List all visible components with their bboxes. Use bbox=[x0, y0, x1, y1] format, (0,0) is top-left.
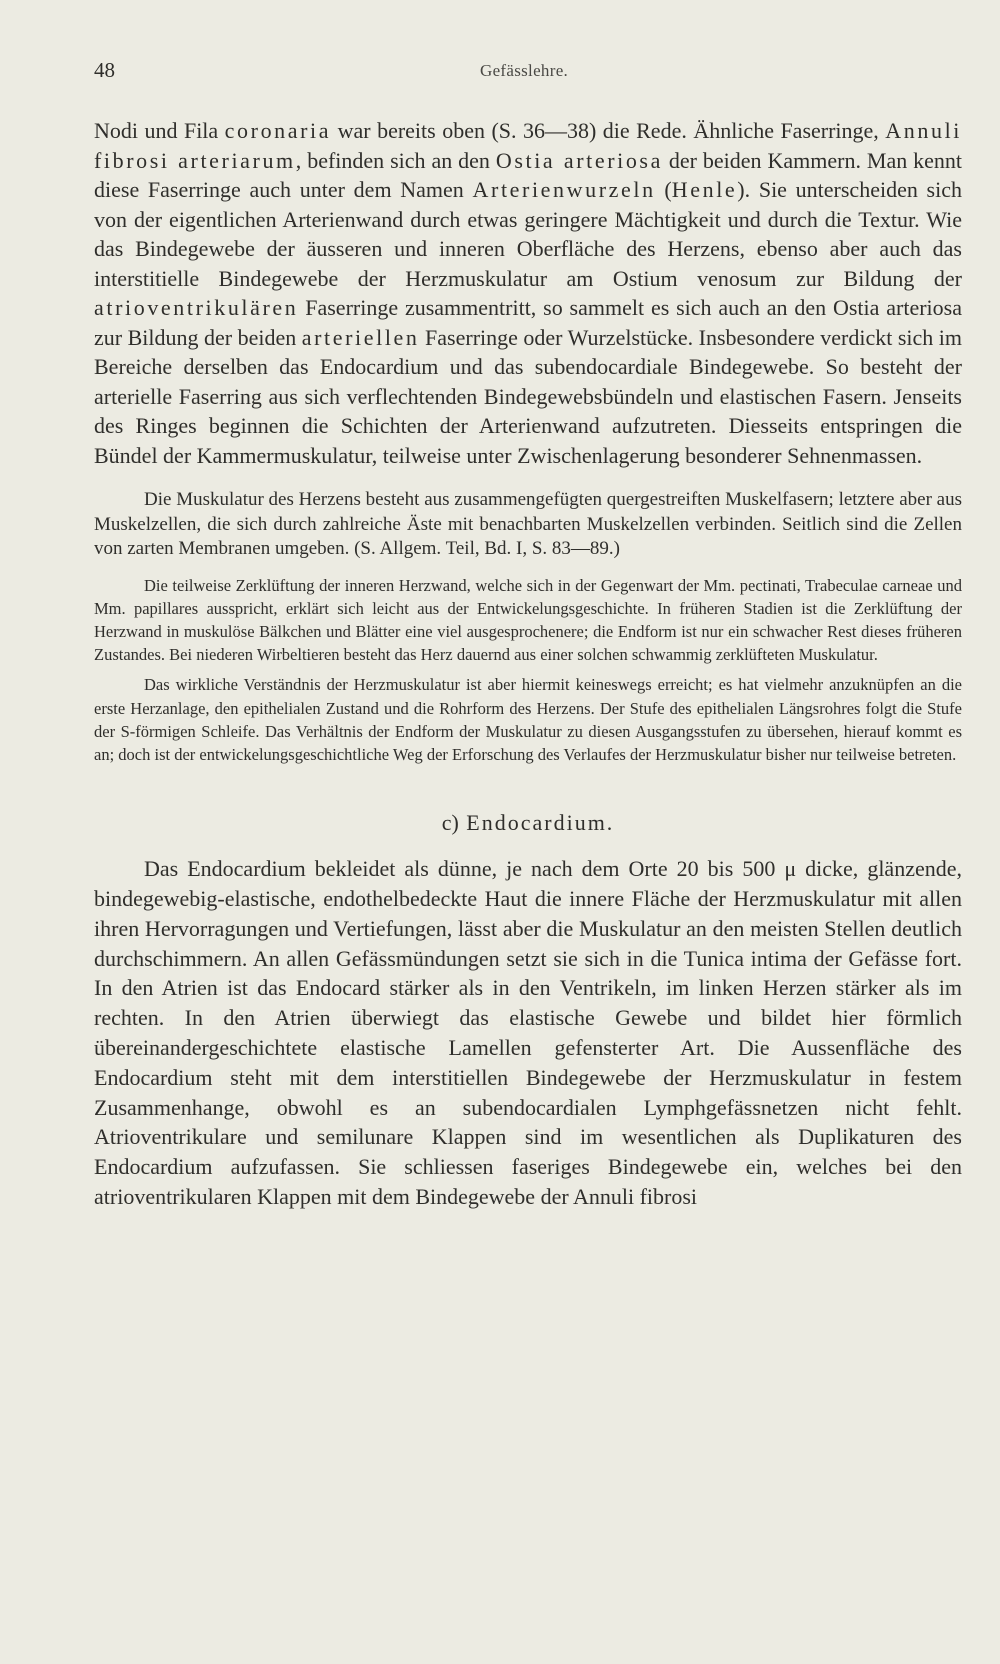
spaced-term-arterienwurzeln: Arterienwurzeln bbox=[472, 177, 656, 202]
running-title: Gefässlehre. bbox=[480, 61, 569, 80]
paragraph-muskulatur: Die Muskulatur des Herzens besteht aus zusammengefügten quergestreiften Muskelfasern; letztere aber aus Muskelzellen, die sich durch zahlreiche Äste mit benachbarten Muskelzellen verbinden. Seitlich sind die Zellen von zarten Membranen umgeben. (S. Allgem. Teil, Bd. I, S. 83—89.) bbox=[94, 489, 962, 559]
spaced-term-atrioventrikulaeren: atrioventrikulären bbox=[94, 295, 299, 320]
text-run: ( bbox=[655, 177, 672, 202]
text-run: ). Sie unterscheiden sich von der eigentlichen Arterienwand durch etwas geringere Mächtigkeit und durch die Textur. Wie das Bindegewebe der äusseren und inneren Oberfläche des Herzens, ebenso aber auch das interstitielle Bindegewebe der Herzmuskulatur am Ostium venosum zur Bildung der bbox=[94, 177, 962, 291]
spaced-term-annuli-fibrosi: Annuli fibrosi arteriarum bbox=[94, 118, 962, 173]
section-label: c) bbox=[441, 810, 459, 836]
spaced-term-coronaria: coronaria bbox=[224, 118, 332, 143]
spaced-term-ostia-arteriosa: Ostia arteriosa bbox=[495, 147, 663, 173]
section-heading bbox=[94, 810, 962, 836]
text-run: Faserringe oder Wurzelstücke. Insbesondere verdickt sich im Bereiche derselben das Endocardium und das subendocardiale Bindegewebe. So besteht der arterielle Faserring aus sich verflechtenden Bindegewebsbündeln und elastischen Fasern. Jenseits des Ringes beginnen die Schichten der Arterienwand aufzutreten. Diesseits entspringen die Bündel der Kammermuskulatur, teilweise unter Zwischenlagerung besonderer Sehnenmassen. bbox=[94, 324, 962, 468]
spaced-term-arteriellen: arteriellen bbox=[301, 324, 420, 350]
text-run: Faserringe zusammentritt, so sammelt es sich auch an den Ostia arteriosa zur Bildung der beiden bbox=[94, 295, 962, 350]
text-run: , befinden sich an den bbox=[295, 147, 496, 173]
section-title: Endocardium. bbox=[466, 810, 615, 836]
running-head bbox=[94, 0, 962, 116]
text-run: Nodi und Fila bbox=[94, 118, 225, 143]
text-run: war bereits oben (S. 36—38) die Rede. Ähnliche Faserringe, bbox=[331, 118, 886, 143]
paragraph-faserringe bbox=[94, 116, 962, 470]
spaced-term-henle: Henle bbox=[671, 177, 738, 202]
note-paragraph: Das wirkliche Verständnis der Herzmuskulatur ist aber hiermit keineswegs erreicht; es hat vielmehr anzuknüpfen an die erste Herzanlage, den epithelialen Zustand und die Rohrform des Herzens. Der Stufe des epithelialen Längsrohres folgt die Stufe der S-förmigen Schleife. Das Verhältnis der Endform der Muskulatur zu diesen Ausgangsstufen zu übersehen, hierauf kommt es an; doch ist der entwickelungsgeschichtliche Weg der Erforschung des Verlaufes der Herzmuskulatur bisher nur teilweise betreten. bbox=[94, 675, 962, 764]
small-print-notes bbox=[94, 574, 962, 767]
page-number: 48 bbox=[94, 58, 115, 82]
note-paragraph: Die teilweise Zerklüftung der inneren Herzwand, welche sich in der Gegenwart der Mm. pectinati, Trabeculae carneae und Mm. papillares ausspricht, erklärt sich leicht aus der Entwickelungsgeschichte. In früheren Stadien ist die Zerklüftung der Herzwand in muskulöse Bälkchen und Blätter eine viel ausgesprochenere; die Endform ist nur ein schwacher Rest dieses früheren Zustandes. Bei niederen Wirbeltieren besteht das Herz dauernd aus einer solchen schwammig zerklüfteten Muskulatur. bbox=[94, 575, 962, 665]
paragraph-endocardium: Das Endocardium bekleidet als dünne, je nach dem Orte 20 bis 500 μ dicke, glänzende, bindegewebig-elastische, endothelbedeckte Haut die innere Fläche der Herzmuskulatur mit allen ihren Hervorragungen und Vertiefungen, lässt aber die Muskulatur an den meisten Stellen deutlich durchschimmern. An allen Gefässmündungen setzt sie sich in die Tunica intima der Gefässe fort. In den Atrien ist das Endocard stärker als in den Ventrikeln, im linken Herzen stärker als im rechten. In den Atrien überwiegt das elastische Gewebe und bildet hier förmlich übereinandergeschichtete elastische Lamellen gefensterter Art. Die Aussenfläche des Endocardium steht mit dem interstitiellen Bindegewebe der Herzmuskulatur in festem Zusammenhange, obwohl es an subendocardialen Lymphgefässnetzen nicht fehlt. Atrioventrikulare und semilunare Klappen sind im wesentlichen als Duplikaturen des Endocardium aufzufassen. Sie schliessen faseriges Bindegewebe ein, welches bei den atrioventrikularen Klappen mit dem Bindegewebe der Annuli fibrosi bbox=[94, 856, 962, 1209]
text-run: der beiden Kammern. Man kennt diese Faserringe auch unter dem Namen bbox=[94, 147, 963, 202]
